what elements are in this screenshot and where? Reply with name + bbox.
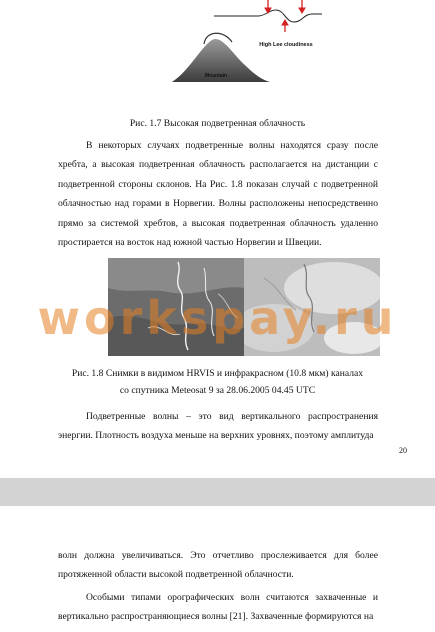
page-separator (0, 478, 435, 506)
cloud-label: High Lee cloudiness (259, 42, 313, 48)
down-arrow-icon (299, 0, 305, 13)
lee-cloud-diagram (0, 0, 435, 100)
body-paragraph: В некоторых случаях подветренные волны находятся сразу после хребта, а высокая подветренная облачность располагается на дистанции с подветренной стороны склонов. На Рис. 1.8 показан случай с подветренной облачностью над горами в Норвегии. Волны расположены непосредственно прямо за системой хребтов, а высокая подветренная облачность удаленно простирается на восток над южной частью Норвегии и Швеции. (58, 140, 378, 249)
figure-1-7-caption: Рис. 1.7 Высокая подветренная облачность (129, 118, 306, 129)
body-paragraph: Подветренные волны – это вид вертикального распространения энергии. Плотность воздуха меньше на верхних уровнях, поэтому амплитуда (58, 411, 378, 442)
body-paragraph: Особыми типами орографических волн считаются захваченные и вертикально распространяющиеся волны [21]. Захваченные формируются на (58, 592, 378, 623)
figure-1-8-caption-line-1: Рис. 1.8 Снимки в видимом HRVIS и инфракрасном (10.8 мкм) каналах (71, 368, 364, 379)
watermark: workspay.ru (37, 291, 398, 345)
figure-1-8-caption-line-2: со спутника Meteosat 9 за 28.06.2005 04.45 UTC (119, 385, 316, 396)
document-page-2 (0, 506, 435, 632)
page-number: 20 (399, 446, 407, 455)
up-arrow-icon (282, 20, 288, 32)
body-paragraph: волн должна увеличиваться. Это отчетливо прослеживается для более протяженной области высокой подветренной облачности. (58, 550, 378, 581)
mountain-label: Mountain (204, 73, 228, 79)
